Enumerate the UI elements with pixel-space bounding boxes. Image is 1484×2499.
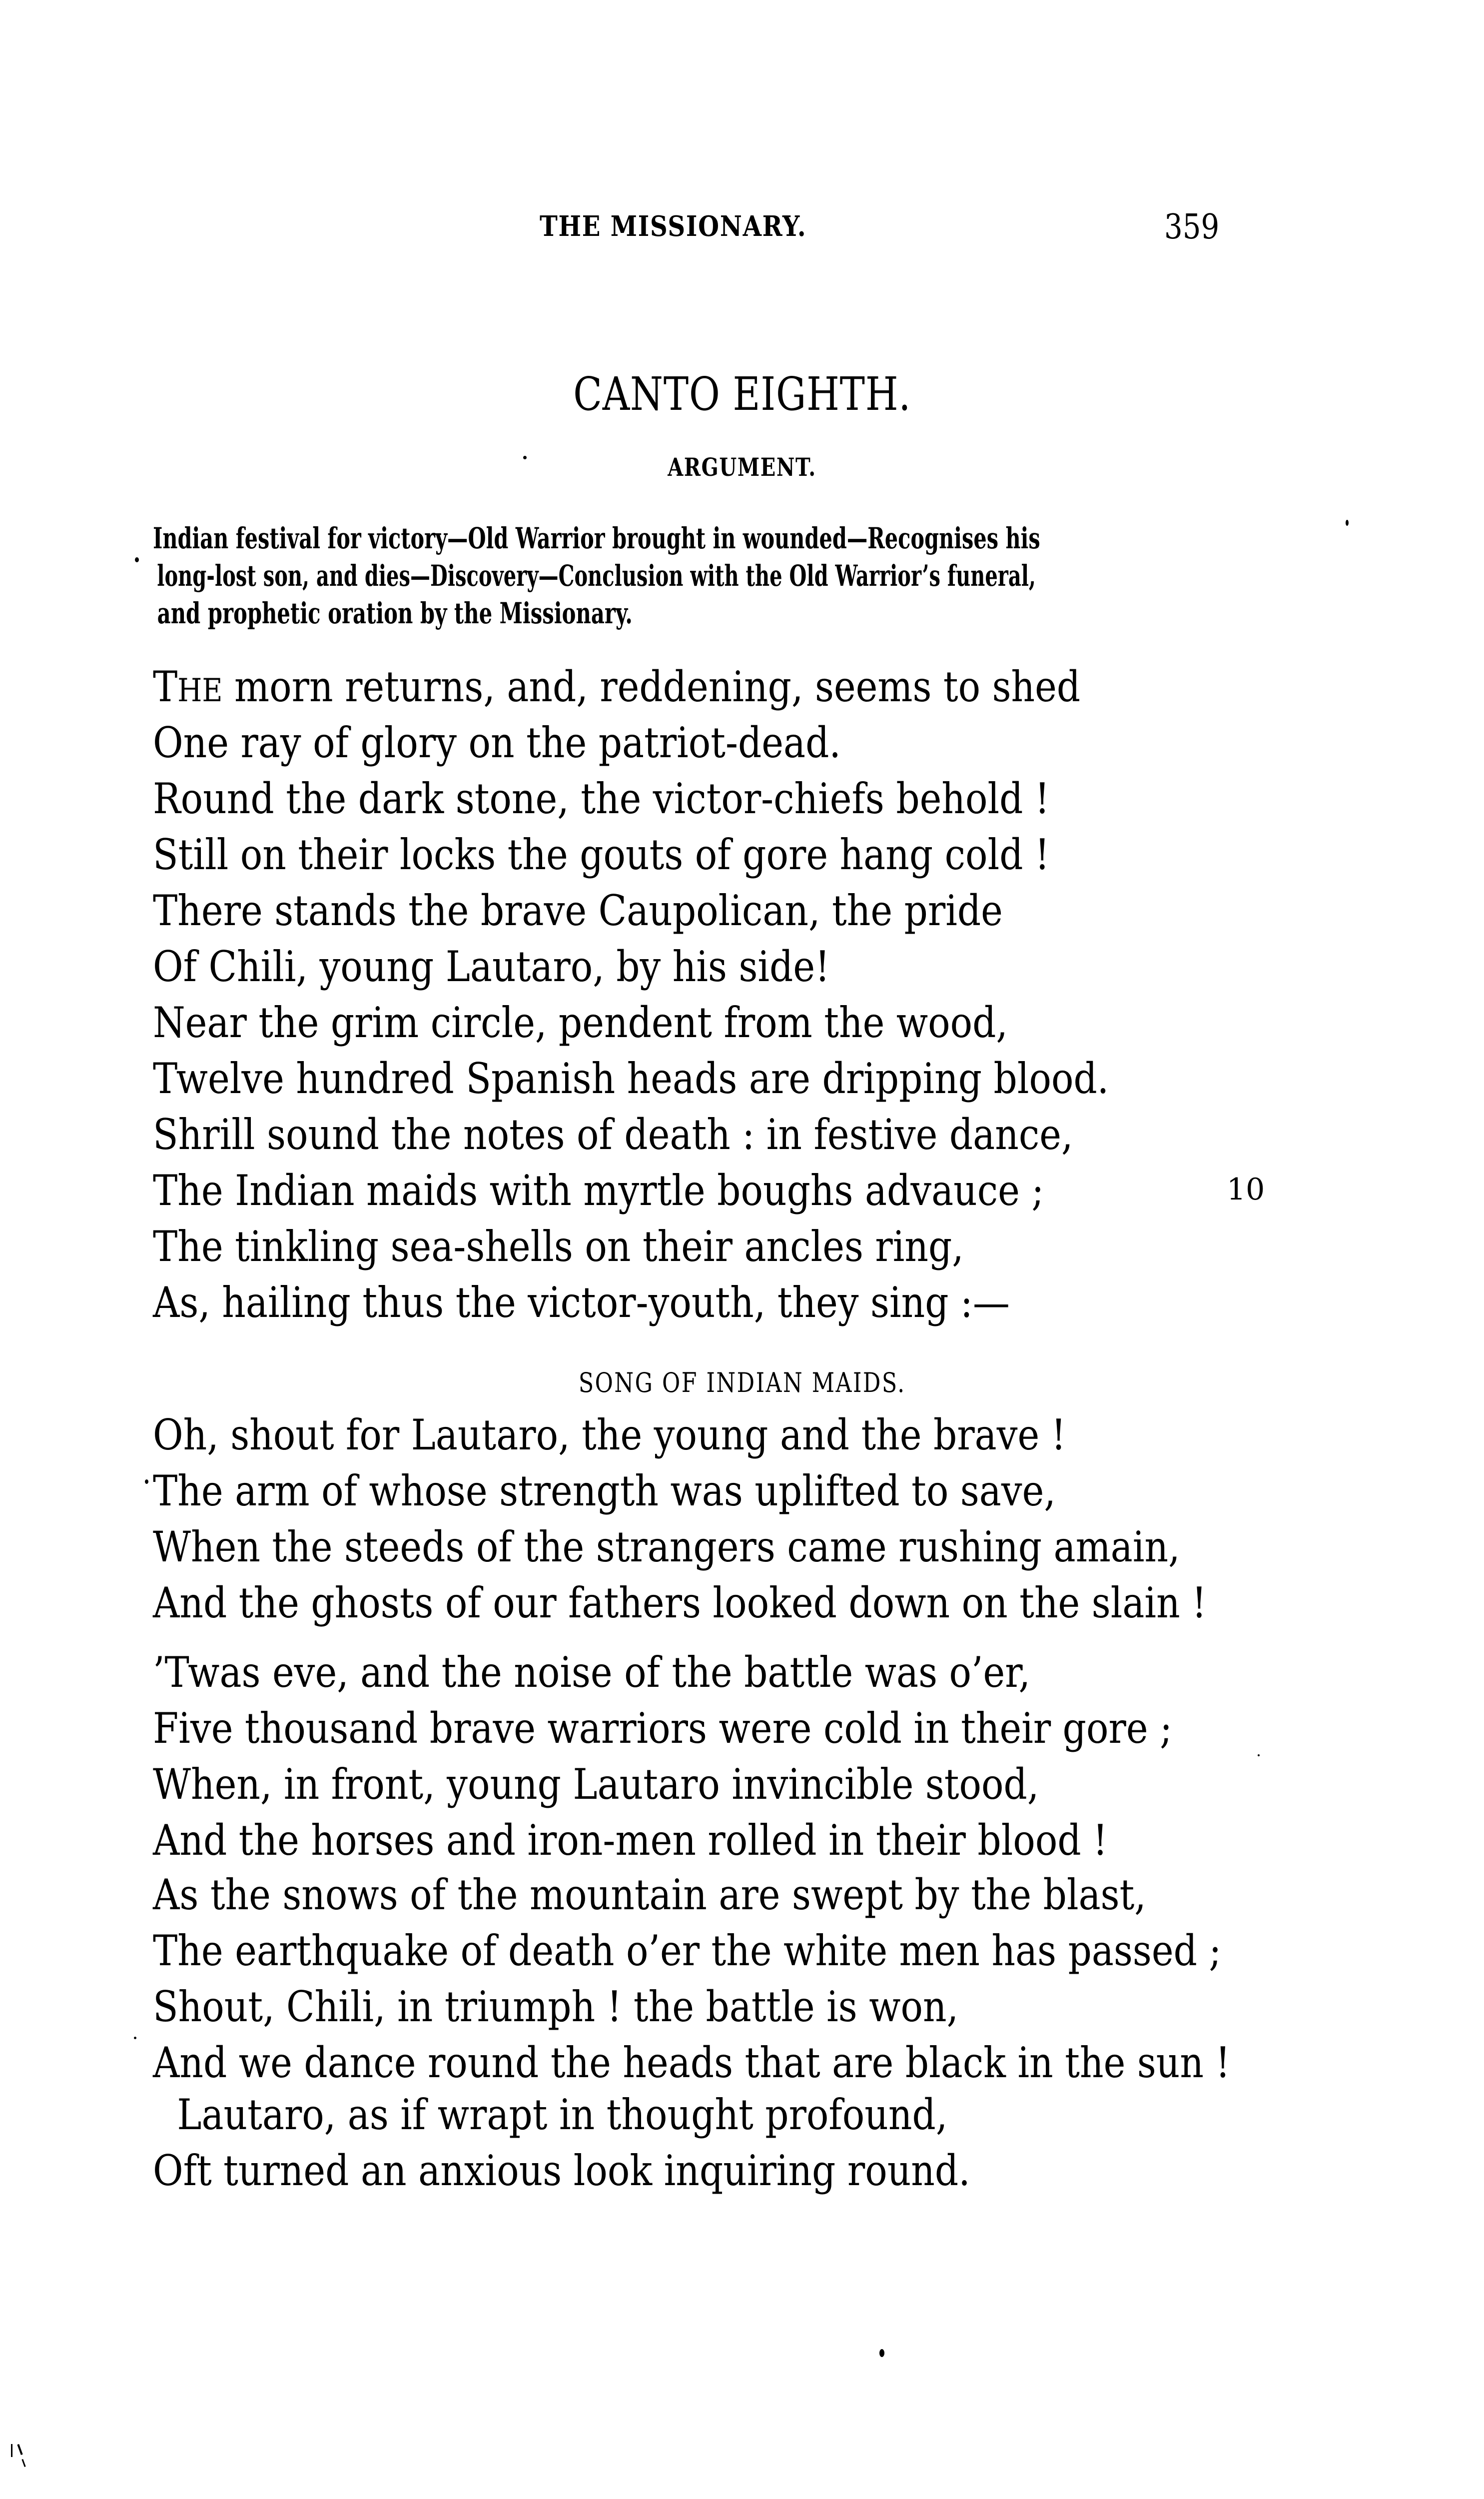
smallcaps-initial: T: [153, 662, 178, 711]
argument-line: Indian festival for victory—Old Warrior brought in wounded—Recognises his: [153, 521, 1040, 555]
verse-line: And we dance round the heads that are black in the sun !: [153, 2038, 1231, 2087]
verse-line: And the horses and iron-men rolled in their blood !: [153, 1816, 1108, 1865]
verse-line: Shout, Chili, in triumph ! the battle is won,: [153, 1982, 959, 2031]
verse-line: The arm of whose strength was uplifted to save,: [153, 1466, 1056, 1515]
scan-speck: [17, 2444, 22, 2455]
verse-line: The earthquake of death o’er the white men has passed ;: [153, 1926, 1222, 1975]
page-number: 359: [1164, 207, 1220, 247]
verse-line: Oft turned an anxious look inquiring round.: [153, 2146, 970, 2195]
smallcaps-rest: HE: [177, 672, 223, 709]
argument-heading-text: ARGUMENT.: [668, 452, 816, 482]
verse-line: Of Chili, young Lautaro, by his side!: [153, 942, 830, 991]
verse-line: As, hailing thus the victor-youth, they sing :—: [153, 1278, 1010, 1327]
verse-line: As the snows of the mountain are swept by the blast,: [153, 1870, 1146, 1919]
verse-line: One ray of glory on the patriot-dead.: [153, 718, 841, 767]
scan-speck: [135, 557, 139, 562]
closing-verse: [153, 2087, 1082, 2199]
song-stanza-1: [153, 1407, 1350, 1631]
scan-speck: [1258, 1754, 1260, 1756]
verse-line: Five thousand brave warriors were cold in their gore ;: [153, 1704, 1172, 1753]
verse-line: The Indian maids with myrtle boughs advauce ;: [153, 1166, 1044, 1215]
canto-title-text: CANTO EIGHTH.: [573, 367, 911, 421]
verse-line: Round the dark stone, the victor-chiefs behold !: [153, 774, 1050, 823]
verse-line: ’Twas eve, and the noise of the battle was o’er,: [153, 1648, 1030, 1697]
verse-line: When the steeds of the strangers came rushing amain,: [153, 1522, 1180, 1571]
scan-speck: [21, 2459, 25, 2467]
verse-line: Lautaro, as if wrapt in thought profound,: [177, 2090, 948, 2139]
verse-line: When, in front, young Lautaro invincible stood,: [153, 1760, 1039, 1809]
verse-line: Oh, shout for Lautaro, the young and the brave !: [153, 1410, 1066, 1459]
verse-line: Still on their locks the gouts of gore hang cold !: [153, 830, 1050, 879]
line-number-marker: 10: [1227, 1172, 1265, 1207]
argument-line: and prophetic oration by the Missionary.: [157, 596, 633, 630]
scan-speck: [145, 1479, 148, 1484]
verse-line: And the ghosts of our fathers looked down on the slain !: [153, 1578, 1207, 1627]
argument-heading: [0, 452, 1484, 482]
canto-title: [0, 367, 1484, 421]
verse-line-text: morn returns, and, reddening, seems to shed: [222, 662, 1081, 711]
argument-paragraph: [153, 520, 1433, 632]
song-heading-text: SONG OF INDIAN MAIDS.: [578, 1367, 906, 1398]
verse-line: Shrill sound the notes of death : in festive dance,: [153, 1110, 1073, 1159]
verse-line: There stands the brave Caupolican, the pride: [153, 886, 1003, 935]
verse-line: The tinkling sea-shells on their ancles ring,: [153, 1222, 964, 1271]
song-stanza-3: [153, 1867, 1377, 2091]
verse-line: [153, 659, 1109, 715]
opening-verse: [153, 659, 1239, 1330]
scan-speck: [879, 2349, 884, 2357]
scan-speck: [523, 456, 527, 459]
scan-speck: [1346, 520, 1349, 526]
song-stanza-2: [153, 1644, 1311, 1868]
running-title: THE MISSIONARY.: [540, 210, 807, 243]
argument-line: long-lost son, and dies—Discovery—Conclusion with the Old Warrior’s funeral,: [157, 559, 1036, 593]
scan-speck: [11, 2444, 12, 2457]
verse-line: Twelve hundred Spanish heads are dripping blood.: [153, 1054, 1109, 1103]
verse-line: Near the grim circle, pendent from the wood,: [153, 998, 1008, 1047]
song-heading: [0, 1367, 1484, 1398]
scan-speck: [134, 2037, 136, 2039]
